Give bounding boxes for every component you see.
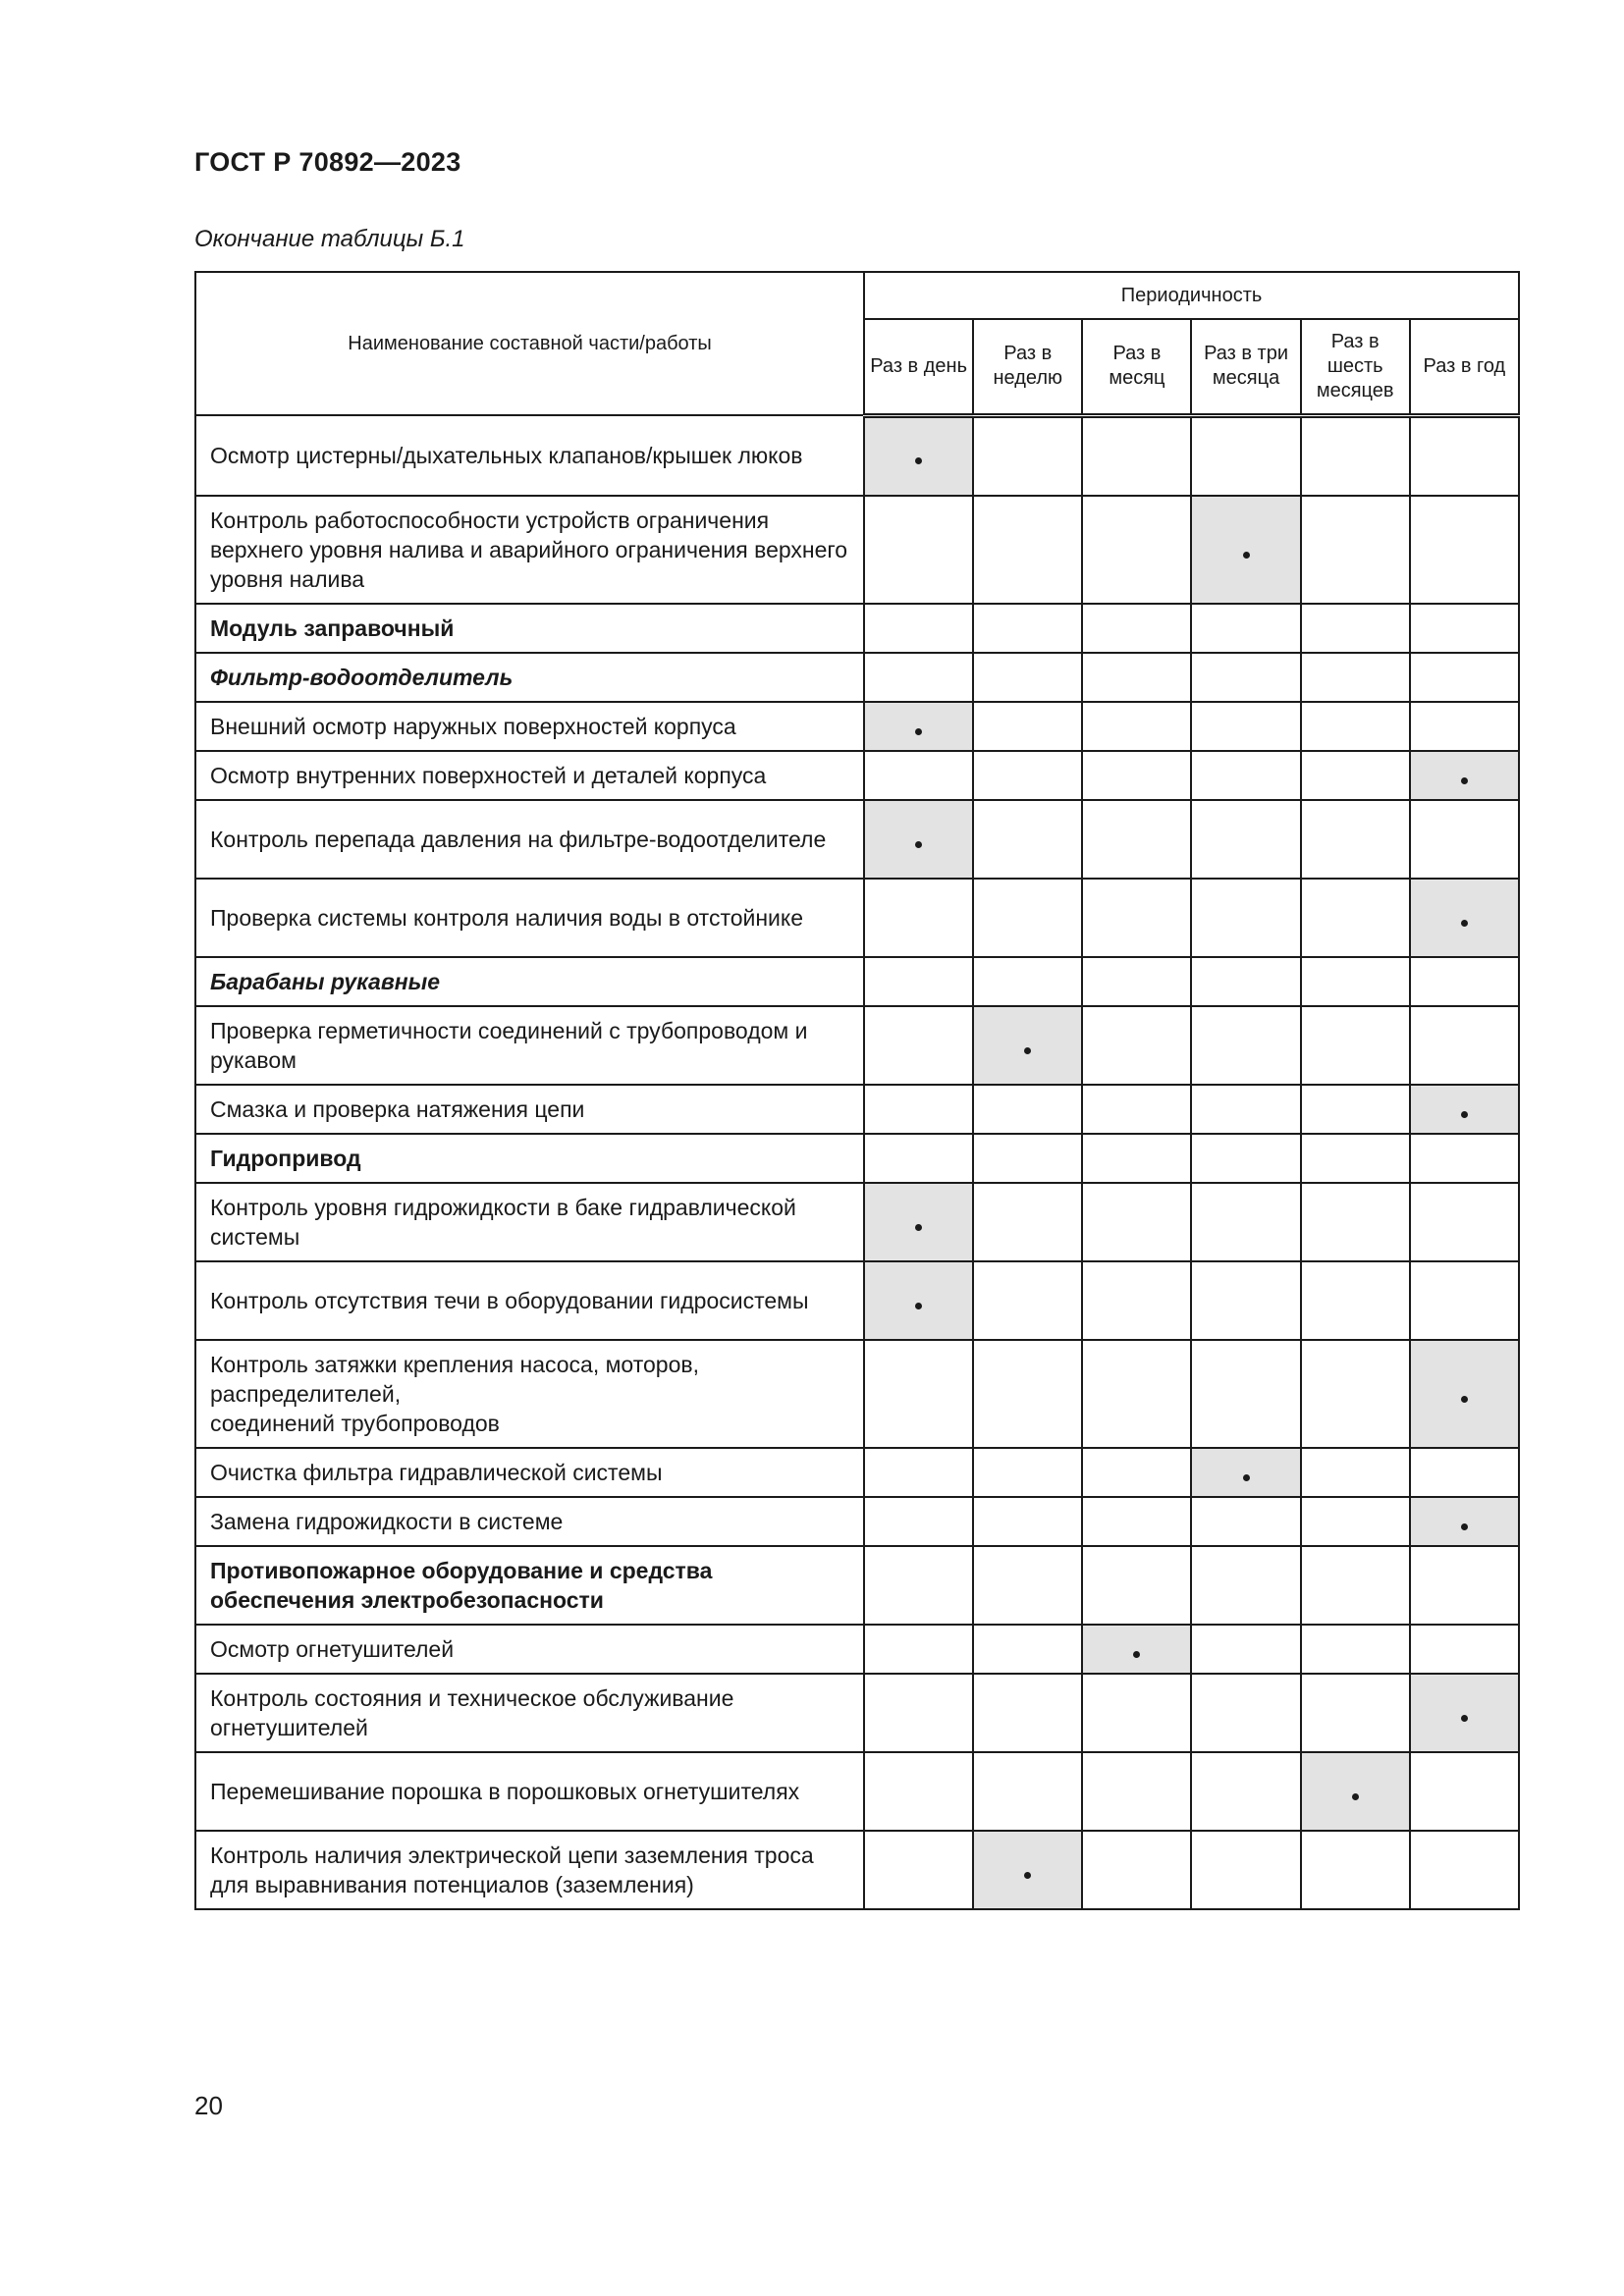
work-item-name: Внешний осмотр наружных поверхностей корпуса bbox=[195, 702, 864, 751]
periodicity-mark-cell bbox=[1410, 1674, 1519, 1752]
periodicity-empty-cell bbox=[973, 751, 1082, 800]
periodicity-mark-cell bbox=[864, 1261, 973, 1340]
column-header-name: Наименование составной части/работы bbox=[195, 272, 864, 415]
column-header-monthly: Раз в месяц bbox=[1082, 319, 1191, 415]
periodicity-empty-cell bbox=[973, 653, 1082, 702]
periodicity-empty-cell bbox=[1410, 653, 1519, 702]
work-item-name: Очистка фильтра гидравлической системы bbox=[195, 1448, 864, 1497]
periodicity-empty-cell bbox=[1301, 702, 1410, 751]
subsection-heading: Барабаны рукавные bbox=[195, 957, 864, 1006]
periodicity-empty-cell bbox=[1191, 702, 1300, 751]
periodicity-empty-cell bbox=[1301, 1497, 1410, 1546]
work-item-name: Смазка и проверка натяжения цепи bbox=[195, 1085, 864, 1134]
table-row bbox=[195, 1006, 1519, 1085]
periodicity-empty-cell bbox=[1301, 1183, 1410, 1261]
header-row-group bbox=[195, 272, 1519, 319]
periodicity-empty-cell bbox=[973, 702, 1082, 751]
periodicity-empty-cell bbox=[1410, 1183, 1519, 1261]
periodicity-empty-cell bbox=[973, 1261, 1082, 1340]
periodicity-empty-cell bbox=[1410, 1625, 1519, 1674]
periodicity-empty-cell bbox=[1191, 1625, 1300, 1674]
bullet-marker-icon bbox=[915, 1224, 922, 1231]
table-body bbox=[195, 415, 1519, 1909]
periodicity-empty-cell bbox=[1301, 879, 1410, 957]
bullet-marker-icon bbox=[915, 1303, 922, 1309]
work-item-name: Контроль затяжки крепления насоса, моторов, распределителей, соединений трубопроводов bbox=[195, 1340, 864, 1448]
periodicity-empty-cell bbox=[1082, 1546, 1191, 1625]
periodicity-empty-cell bbox=[1301, 1134, 1410, 1183]
table-row bbox=[195, 879, 1519, 957]
periodicity-mark-cell bbox=[1410, 1497, 1519, 1546]
bullet-marker-icon bbox=[915, 457, 922, 464]
periodicity-mark-cell bbox=[1410, 751, 1519, 800]
periodicity-empty-cell bbox=[1082, 879, 1191, 957]
periodicity-empty-cell bbox=[1082, 604, 1191, 653]
periodicity-empty-cell bbox=[1082, 1340, 1191, 1448]
periodicity-empty-cell bbox=[864, 1625, 973, 1674]
periodicity-mark-cell bbox=[864, 415, 973, 496]
periodicity-empty-cell bbox=[1191, 1340, 1300, 1448]
periodicity-empty-cell bbox=[973, 1546, 1082, 1625]
periodicity-empty-cell bbox=[1301, 800, 1410, 879]
work-item-name: Перемешивание порошка в порошковых огнетушителях bbox=[195, 1752, 864, 1831]
work-item-name: Контроль перепада давления на фильтре-водоотделителе bbox=[195, 800, 864, 879]
periodicity-empty-cell bbox=[864, 604, 973, 653]
periodicity-empty-cell bbox=[1191, 800, 1300, 879]
periodicity-empty-cell bbox=[1301, 415, 1410, 496]
periodicity-empty-cell bbox=[864, 1006, 973, 1085]
periodicity-mark-cell bbox=[973, 1006, 1082, 1085]
section-heading: Гидропривод bbox=[195, 1134, 864, 1183]
periodicity-empty-cell bbox=[973, 800, 1082, 879]
column-group-header-periodicity: Периодичность bbox=[864, 272, 1519, 319]
bullet-marker-icon bbox=[915, 728, 922, 735]
periodicity-empty-cell bbox=[1301, 1448, 1410, 1497]
periodicity-empty-cell bbox=[864, 957, 973, 1006]
periodicity-empty-cell bbox=[1410, 1134, 1519, 1183]
periodicity-empty-cell bbox=[1301, 1831, 1410, 1909]
table-row bbox=[195, 496, 1519, 604]
periodicity-empty-cell bbox=[1191, 1183, 1300, 1261]
periodicity-empty-cell bbox=[1082, 1448, 1191, 1497]
table-row bbox=[195, 800, 1519, 879]
periodicity-empty-cell bbox=[1191, 1546, 1300, 1625]
work-item-name: Контроль уровня гидрожидкости в баке гидравлической системы bbox=[195, 1183, 864, 1261]
periodicity-empty-cell bbox=[1082, 1497, 1191, 1546]
bullet-marker-icon bbox=[1133, 1651, 1140, 1658]
column-header-daily: Раз в день bbox=[864, 319, 973, 415]
periodicity-empty-cell bbox=[1410, 702, 1519, 751]
work-item-name: Контроль наличия электрической цепи заземления троса для выравнивания потенциалов (заземления) bbox=[195, 1831, 864, 1909]
periodicity-empty-cell bbox=[1191, 751, 1300, 800]
periodicity-empty-cell bbox=[973, 496, 1082, 604]
bullet-marker-icon bbox=[1461, 920, 1468, 927]
periodicity-empty-cell bbox=[1082, 1674, 1191, 1752]
periodicity-empty-cell bbox=[1082, 496, 1191, 604]
periodicity-empty-cell bbox=[1301, 751, 1410, 800]
periodicity-empty-cell bbox=[1191, 957, 1300, 1006]
table-row bbox=[195, 415, 1519, 496]
subsection-heading: Фильтр-водоотделитель bbox=[195, 653, 864, 702]
periodicity-empty-cell bbox=[1191, 1831, 1300, 1909]
table-row bbox=[195, 957, 1519, 1006]
column-header-weekly: Раз в неделю bbox=[973, 319, 1082, 415]
column-header-quarterly: Раз в три месяца bbox=[1191, 319, 1300, 415]
table-row bbox=[195, 751, 1519, 800]
periodicity-empty-cell bbox=[973, 1134, 1082, 1183]
periodicity-empty-cell bbox=[1082, 1831, 1191, 1909]
periodicity-empty-cell bbox=[1191, 1497, 1300, 1546]
periodicity-empty-cell bbox=[864, 1674, 973, 1752]
periodicity-empty-cell bbox=[1301, 604, 1410, 653]
periodicity-empty-cell bbox=[864, 1085, 973, 1134]
table-row bbox=[195, 1183, 1519, 1261]
periodicity-empty-cell bbox=[864, 879, 973, 957]
periodicity-empty-cell bbox=[1410, 1831, 1519, 1909]
periodicity-empty-cell bbox=[1191, 1006, 1300, 1085]
periodicity-empty-cell bbox=[864, 653, 973, 702]
periodicity-empty-cell bbox=[864, 1546, 973, 1625]
work-item-name: Проверка герметичности соединений с трубопроводом и рукавом bbox=[195, 1006, 864, 1085]
periodicity-mark-cell bbox=[1410, 1340, 1519, 1448]
table-row bbox=[195, 1340, 1519, 1448]
periodicity-empty-cell bbox=[1191, 879, 1300, 957]
periodicity-empty-cell bbox=[973, 1085, 1082, 1134]
periodicity-empty-cell bbox=[973, 1183, 1082, 1261]
periodicity-empty-cell bbox=[864, 751, 973, 800]
bullet-marker-icon bbox=[1243, 1474, 1250, 1481]
periodicity-empty-cell bbox=[1082, 702, 1191, 751]
table-row bbox=[195, 1448, 1519, 1497]
column-header-yearly: Раз в год bbox=[1410, 319, 1519, 415]
periodicity-empty-cell bbox=[1082, 1261, 1191, 1340]
periodicity-empty-cell bbox=[1082, 751, 1191, 800]
periodicity-empty-cell bbox=[1082, 1752, 1191, 1831]
periodicity-mark-cell bbox=[1301, 1752, 1410, 1831]
section-heading: Противопожарное оборудование и средства обеспечения электробезопасности bbox=[195, 1546, 864, 1625]
periodicity-empty-cell bbox=[864, 1340, 973, 1448]
periodicity-empty-cell bbox=[864, 1752, 973, 1831]
periodicity-empty-cell bbox=[1410, 1752, 1519, 1831]
periodicity-empty-cell bbox=[1082, 957, 1191, 1006]
table-row bbox=[195, 1261, 1519, 1340]
periodicity-empty-cell bbox=[1301, 1261, 1410, 1340]
periodicity-empty-cell bbox=[973, 1497, 1082, 1546]
maintenance-schedule-table bbox=[194, 271, 1520, 1910]
periodicity-empty-cell bbox=[1410, 415, 1519, 496]
periodicity-empty-cell bbox=[973, 1674, 1082, 1752]
bullet-marker-icon bbox=[1243, 552, 1250, 559]
periodicity-empty-cell bbox=[1082, 1183, 1191, 1261]
bullet-marker-icon bbox=[915, 841, 922, 848]
periodicity-empty-cell bbox=[1191, 604, 1300, 653]
work-item-name: Контроль отсутствия течи в оборудовании гидросистемы bbox=[195, 1261, 864, 1340]
bullet-marker-icon bbox=[1461, 1396, 1468, 1403]
periodicity-empty-cell bbox=[1191, 1752, 1300, 1831]
table-row bbox=[195, 1625, 1519, 1674]
periodicity-empty-cell bbox=[1410, 1261, 1519, 1340]
periodicity-empty-cell bbox=[973, 1340, 1082, 1448]
column-header-semiannual: Раз в шесть месяцев bbox=[1301, 319, 1410, 415]
periodicity-empty-cell bbox=[1191, 1674, 1300, 1752]
periodicity-mark-cell bbox=[864, 702, 973, 751]
work-item-name: Осмотр огнетушителей bbox=[195, 1625, 864, 1674]
periodicity-empty-cell bbox=[864, 496, 973, 604]
periodicity-empty-cell bbox=[1410, 1448, 1519, 1497]
periodicity-empty-cell bbox=[973, 1752, 1082, 1831]
periodicity-empty-cell bbox=[973, 1625, 1082, 1674]
periodicity-empty-cell bbox=[1191, 1085, 1300, 1134]
work-item-name: Контроль состояния и техническое обслуживание огнетушителей bbox=[195, 1674, 864, 1752]
periodicity-empty-cell bbox=[1082, 1085, 1191, 1134]
bullet-marker-icon bbox=[1461, 1715, 1468, 1722]
table-row bbox=[195, 604, 1519, 653]
bullet-marker-icon bbox=[1461, 777, 1468, 784]
periodicity-empty-cell bbox=[1301, 1625, 1410, 1674]
periodicity-empty-cell bbox=[1301, 496, 1410, 604]
periodicity-empty-cell bbox=[1301, 653, 1410, 702]
periodicity-empty-cell bbox=[1410, 957, 1519, 1006]
document-id: ГОСТ Р 70892—2023 bbox=[194, 147, 461, 177]
periodicity-empty-cell bbox=[1191, 1261, 1300, 1340]
table-row bbox=[195, 1831, 1519, 1909]
bullet-marker-icon bbox=[1024, 1872, 1031, 1879]
periodicity-empty-cell bbox=[1301, 1085, 1410, 1134]
periodicity-mark-cell bbox=[864, 800, 973, 879]
work-item-name: Замена гидрожидкости в системе bbox=[195, 1497, 864, 1546]
periodicity-empty-cell bbox=[1301, 1006, 1410, 1085]
periodicity-mark-cell bbox=[1082, 1625, 1191, 1674]
periodicity-mark-cell bbox=[1410, 1085, 1519, 1134]
bullet-marker-icon bbox=[1352, 1793, 1359, 1800]
work-item-name: Проверка системы контроля наличия воды в отстойнике bbox=[195, 879, 864, 957]
periodicity-empty-cell bbox=[1301, 1674, 1410, 1752]
periodicity-mark-cell bbox=[1191, 1448, 1300, 1497]
table-row bbox=[195, 1546, 1519, 1625]
periodicity-empty-cell bbox=[1301, 1340, 1410, 1448]
periodicity-empty-cell bbox=[1410, 496, 1519, 604]
section-heading: Модуль заправочный bbox=[195, 604, 864, 653]
table-row bbox=[195, 1497, 1519, 1546]
periodicity-mark-cell bbox=[864, 1183, 973, 1261]
work-item-name: Осмотр цистерны/дыхательных клапанов/крышек люков bbox=[195, 415, 864, 496]
periodicity-empty-cell bbox=[973, 604, 1082, 653]
bullet-marker-icon bbox=[1461, 1111, 1468, 1118]
table-row bbox=[195, 702, 1519, 751]
periodicity-mark-cell bbox=[973, 1831, 1082, 1909]
table-row bbox=[195, 653, 1519, 702]
periodicity-empty-cell bbox=[1301, 1546, 1410, 1625]
table-caption: Окончание таблицы Б.1 bbox=[194, 226, 465, 252]
periodicity-empty-cell bbox=[1410, 604, 1519, 653]
periodicity-mark-cell bbox=[1191, 496, 1300, 604]
periodicity-empty-cell bbox=[1082, 800, 1191, 879]
periodicity-empty-cell bbox=[864, 1831, 973, 1909]
periodicity-empty-cell bbox=[1082, 415, 1191, 496]
table-row bbox=[195, 1752, 1519, 1831]
periodicity-empty-cell bbox=[1082, 653, 1191, 702]
periodicity-empty-cell bbox=[1191, 415, 1300, 496]
periodicity-empty-cell bbox=[1191, 1134, 1300, 1183]
periodicity-empty-cell bbox=[864, 1448, 973, 1497]
periodicity-empty-cell bbox=[1082, 1006, 1191, 1085]
work-item-name: Осмотр внутренних поверхностей и деталей корпуса bbox=[195, 751, 864, 800]
periodicity-empty-cell bbox=[1082, 1134, 1191, 1183]
table-row bbox=[195, 1085, 1519, 1134]
work-item-name: Контроль работоспособности устройств ограничения верхнего уровня налива и аварийного ограничения верхнего уровня налива bbox=[195, 496, 864, 604]
periodicity-empty-cell bbox=[973, 415, 1082, 496]
periodicity-empty-cell bbox=[973, 957, 1082, 1006]
periodicity-empty-cell bbox=[1410, 1006, 1519, 1085]
periodicity-mark-cell bbox=[1410, 879, 1519, 957]
periodicity-empty-cell bbox=[864, 1497, 973, 1546]
periodicity-empty-cell bbox=[864, 1134, 973, 1183]
page-number: 20 bbox=[194, 2091, 223, 2120]
table-row bbox=[195, 1674, 1519, 1752]
periodicity-empty-cell bbox=[1410, 800, 1519, 879]
bullet-marker-icon bbox=[1461, 1523, 1468, 1530]
periodicity-empty-cell bbox=[1410, 1546, 1519, 1625]
periodicity-empty-cell bbox=[973, 1448, 1082, 1497]
bullet-marker-icon bbox=[1024, 1047, 1031, 1054]
table-row bbox=[195, 1134, 1519, 1183]
periodicity-empty-cell bbox=[1191, 653, 1300, 702]
periodicity-empty-cell bbox=[1301, 957, 1410, 1006]
periodicity-empty-cell bbox=[973, 879, 1082, 957]
